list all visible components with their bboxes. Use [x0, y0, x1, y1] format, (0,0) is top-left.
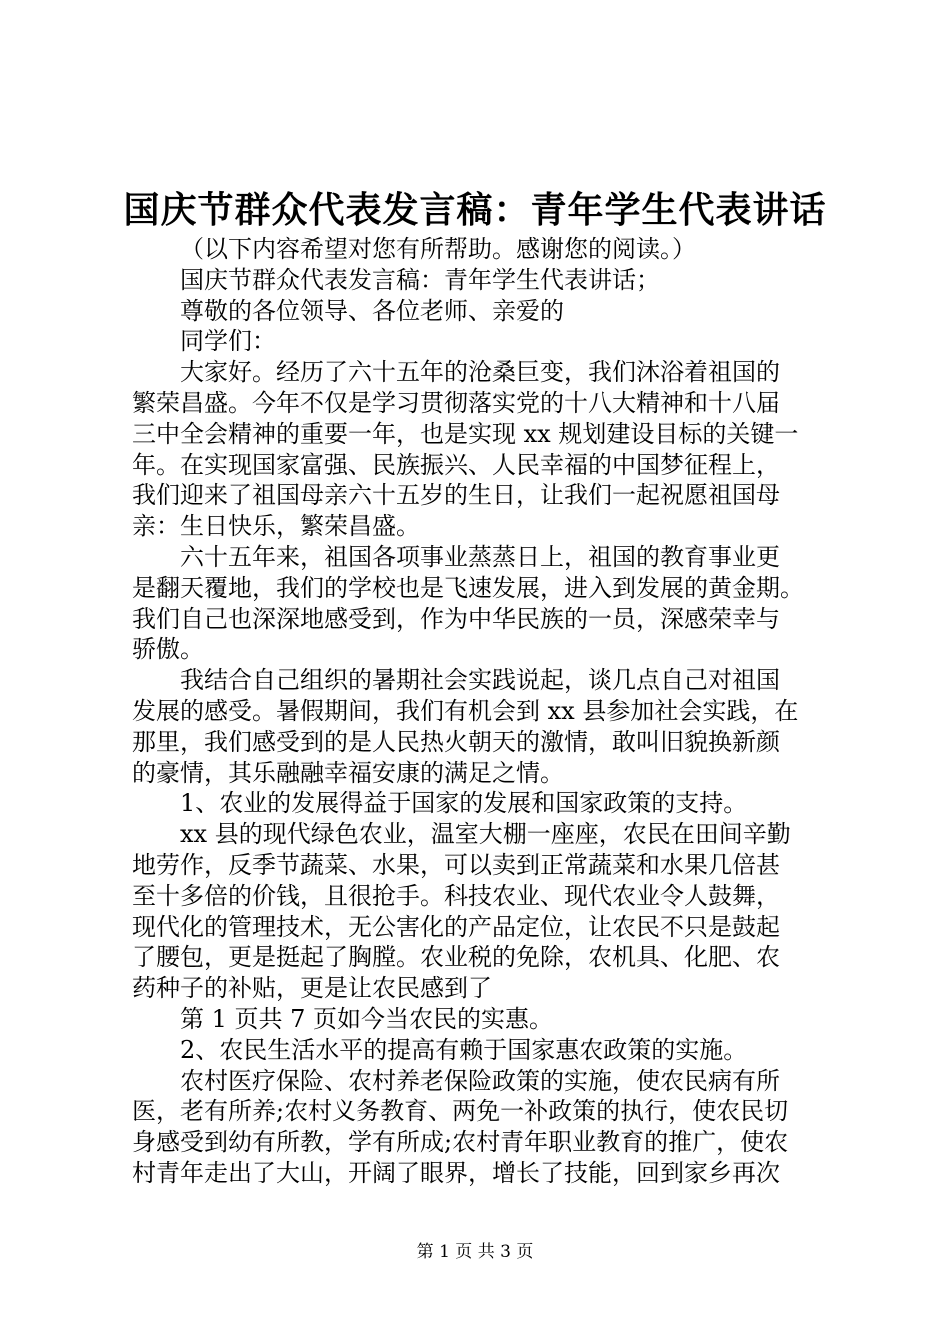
text-line: 第 1 页共 7 页如今当农民的实惠。: [180, 1004, 554, 1033]
text-line: 六十五年来，祖国各项事业蒸蒸日上，祖国的教育事业更: [180, 542, 780, 571]
text-line: 2、农民生活水平的提高有赖于国家惠农政策的实施。: [180, 1035, 748, 1064]
text-line: 亲：生日快乐，繁荣昌盛。: [132, 512, 420, 541]
text-line: 至十多倍的价钱，且很抢手。科技农业、现代农业令人鼓舞，: [132, 881, 780, 910]
text-line: 医，老有所养;农村义务教育、两免一补政策的执行，使农民切: [132, 1097, 789, 1126]
text-line: 尊敬的各位领导、各位老师、亲爱的: [180, 296, 564, 325]
text-line: 了腰包，更是挺起了胸膛。农业税的免除，农机具、化肥、农: [132, 943, 780, 972]
text-line: （以下内容希望对您有所帮助。感谢您的阅读。）: [180, 235, 696, 263]
text-line: 的豪情，其乐融融幸福安康的满足之情。: [132, 758, 564, 787]
text-line: 骄傲。: [132, 635, 204, 664]
text-line: 我们自己也深深地感受到，作为中华民族的一员，深感荣幸与: [132, 604, 780, 633]
text-line: 1、农业的发展得益于国家的发展和国家政策的支持。: [180, 789, 748, 818]
text-line: 同学们：: [180, 327, 276, 356]
text-line: 国庆节群众代表发言稿：青年学生代表讲话；: [180, 265, 660, 294]
text-line: 发展的感受。暑假期间，我们有机会到 xx 县参加社会实践，在: [132, 696, 799, 725]
text-line: 我结合自己组织的暑期社会实践说起，谈几点自己对祖国: [180, 666, 780, 695]
text-line: 是翻天覆地，我们的学校也是飞速发展，进入到发展的黄金期。: [132, 573, 804, 602]
text-line: 年。在实现国家富强、民族振兴、人民幸福的中国梦征程上，: [132, 450, 780, 479]
text-line: 地劳作，反季节蔬菜、水果，可以卖到正常蔬菜和水果几倍甚: [132, 850, 780, 879]
text-line: xx 县的现代绿色农业，温室大棚一座座，农民在田间辛勤: [180, 820, 791, 849]
page-footer: 第 1 页 共 3 页: [416, 1242, 534, 1262]
text-line: 三中全会精神的重要一年，也是实现 xx 规划建设目标的关键一: [132, 419, 799, 448]
text-line: 村青年走出了大山，开阔了眼界，增长了技能，回到家乡再次: [132, 1158, 780, 1187]
document-title: 国庆节群众代表发言稿：青年学生代表讲话: [123, 189, 827, 231]
document-body: [132, 234, 830, 1189]
text-line: 农村医疗保险、农村养老保险政策的实施，使农民病有所: [180, 1066, 780, 1095]
text-line: 我们迎来了祖国母亲六十五岁的生日，让我们一起祝愿祖国母: [132, 481, 780, 510]
text-line: 繁荣昌盛。今年不仅是学习贯彻落实党的十八大精神和十八届: [132, 388, 780, 417]
text-line: 那里，我们感受到的是人民热火朝天的激情，敢叫旧貌换新颜: [132, 727, 780, 756]
text-line: 药种子的补贴，更是让农民感到了: [132, 974, 492, 1003]
text-line: 大家好。经历了六十五年的沧桑巨变，我们沐浴着祖国的: [180, 358, 780, 387]
text-line: 身感受到幼有所教，学有所成;农村青年职业教育的推广，使农: [132, 1128, 789, 1157]
text-line: 现代化的管理技术，无公害化的产品定位，让农民不只是鼓起: [132, 912, 780, 941]
